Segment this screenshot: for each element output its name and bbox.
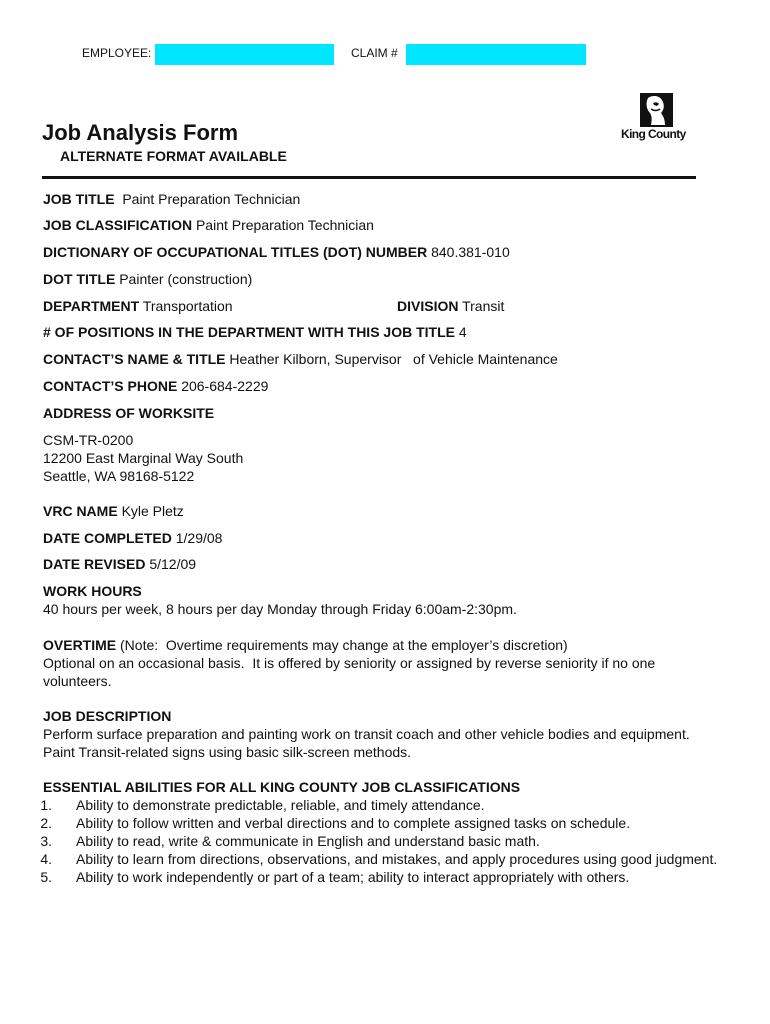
list-item-text: Ability to follow written and verbal directions and to complete assigned tasks on schedule.	[76, 815, 631, 831]
contact-phone-row	[43, 377, 268, 395]
claim-label: CLAIM #	[351, 46, 398, 60]
king-county-logo	[621, 92, 693, 144]
address-line-3: Seattle, WA 98168-5122	[43, 468, 195, 484]
job-title-label: JOB TITLE	[43, 191, 115, 207]
overtime-value: Optional on an occasional basis. It is offered by seniority or assigned by reverse seniority if no one volunteers.	[43, 655, 660, 689]
job-classification-value: Paint Preparation Technician	[195, 217, 374, 233]
list-item	[38, 868, 718, 886]
list-item-text: Ability to demonstrate predictable, reliable, and timely attendance.	[76, 797, 485, 813]
dot-number-row	[43, 243, 510, 261]
dot-title-row	[43, 270, 252, 288]
job-title-row	[43, 190, 300, 208]
date-completed-value: 1/29/08	[175, 530, 223, 546]
work-hours-value: 40 hours per week, 8 hours per day Monday through Friday 6:00am-2:30pm.	[43, 601, 517, 617]
address-line-1: CSM-TR-0200	[43, 432, 134, 448]
dot-title-label: DOT TITLE	[43, 271, 116, 287]
vrc-name-label: VRC NAME	[43, 503, 118, 519]
work-hours-label: WORK HOURS	[43, 583, 142, 599]
dot-number-value: 840.381-010	[431, 244, 510, 260]
overtime-row	[43, 636, 568, 654]
department-row	[43, 297, 233, 315]
contact-name-value: Heather Kilborn, Supervisor of Vehicle Maintenance	[229, 351, 558, 367]
list-item	[38, 850, 718, 868]
list-item	[38, 796, 718, 814]
date-revised-label: DATE REVISED	[43, 556, 146, 572]
date-completed-row	[43, 529, 222, 547]
alternate-format-note: ALTERNATE FORMAT AVAILABLE	[60, 148, 287, 164]
positions-label: # OF POSITIONS IN THE DEPARTMENT WITH THIS JOB TITLE	[43, 324, 455, 340]
list-item-number: 2.	[40, 815, 52, 831]
job-description-label: JOB DESCRIPTION	[43, 708, 172, 724]
contact-name-label: CONTACT’S NAME & TITLE	[43, 351, 226, 367]
list-item-text: Ability to work independently or part of a team; ability to interact appropriately with others.	[76, 869, 630, 885]
dot-number-label: DICTIONARY OF OCCUPATIONAL TITLES (DOT) NUMBER	[43, 244, 428, 260]
vrc-name-row	[43, 502, 184, 520]
address-label: ADDRESS OF WORKSITE	[43, 405, 215, 421]
title-divider	[42, 176, 696, 179]
contact-phone-label: CONTACT’S PHONE	[43, 378, 178, 394]
department-value: Transportation	[142, 298, 233, 314]
list-item	[38, 832, 718, 850]
job-classification-label: JOB CLASSIFICATION	[43, 217, 193, 233]
overtime-note: (Note: Overtime requirements may change at the employer’s discretion)	[120, 637, 568, 653]
contact-name-row	[43, 350, 558, 368]
list-item-number: 4.	[40, 851, 52, 867]
job-classification-row	[43, 216, 374, 234]
essential-abilities-label: ESSENTIAL ABILITIES FOR ALL KING COUNTY JOB CLASSIFICATIONS	[43, 779, 521, 795]
list-item-number: 1.	[40, 797, 52, 813]
employee-field[interactable]	[155, 44, 334, 65]
essential-abilities-list	[38, 796, 718, 886]
division-row	[397, 297, 504, 315]
list-item	[38, 814, 718, 832]
job-title-value: Paint Preparation Technician	[122, 191, 301, 207]
job-description-value: Perform surface preparation and painting work on transit coach and other vehicle bodies and equipment. Paint Transit-related signs using basic silk-screen methods.	[43, 726, 698, 760]
date-completed-label: DATE COMPLETED	[43, 530, 172, 546]
department-label: DEPARTMENT	[43, 298, 140, 314]
list-item-number: 5.	[40, 869, 52, 885]
list-item-number: 3.	[40, 833, 52, 849]
king-county-logo-text: King County	[621, 127, 686, 141]
contact-phone-value: 206-684-2229	[181, 378, 269, 394]
claim-field[interactable]	[406, 44, 586, 65]
division-label: DIVISION	[397, 298, 459, 314]
dot-title-value: Painter (construction)	[119, 271, 253, 287]
overtime-label: OVERTIME	[43, 637, 117, 653]
list-item-text: Ability to read, write & communicate in English and understand basic math.	[76, 833, 540, 849]
list-item-text: Ability to learn from directions, observations, and mistakes, and apply procedures using good judgment.	[76, 851, 718, 867]
address-line-2: 12200 East Marginal Way South	[43, 450, 244, 466]
vrc-name-value: Kyle Pletz	[121, 503, 184, 519]
date-revised-value: 5/12/09	[149, 556, 197, 572]
division-value: Transit	[462, 298, 505, 314]
date-revised-row	[43, 555, 196, 573]
employee-label: EMPLOYEE:	[82, 46, 152, 60]
positions-row	[43, 323, 467, 341]
page-title: Job Analysis Form	[42, 120, 239, 145]
positions-value: 4	[458, 324, 467, 340]
